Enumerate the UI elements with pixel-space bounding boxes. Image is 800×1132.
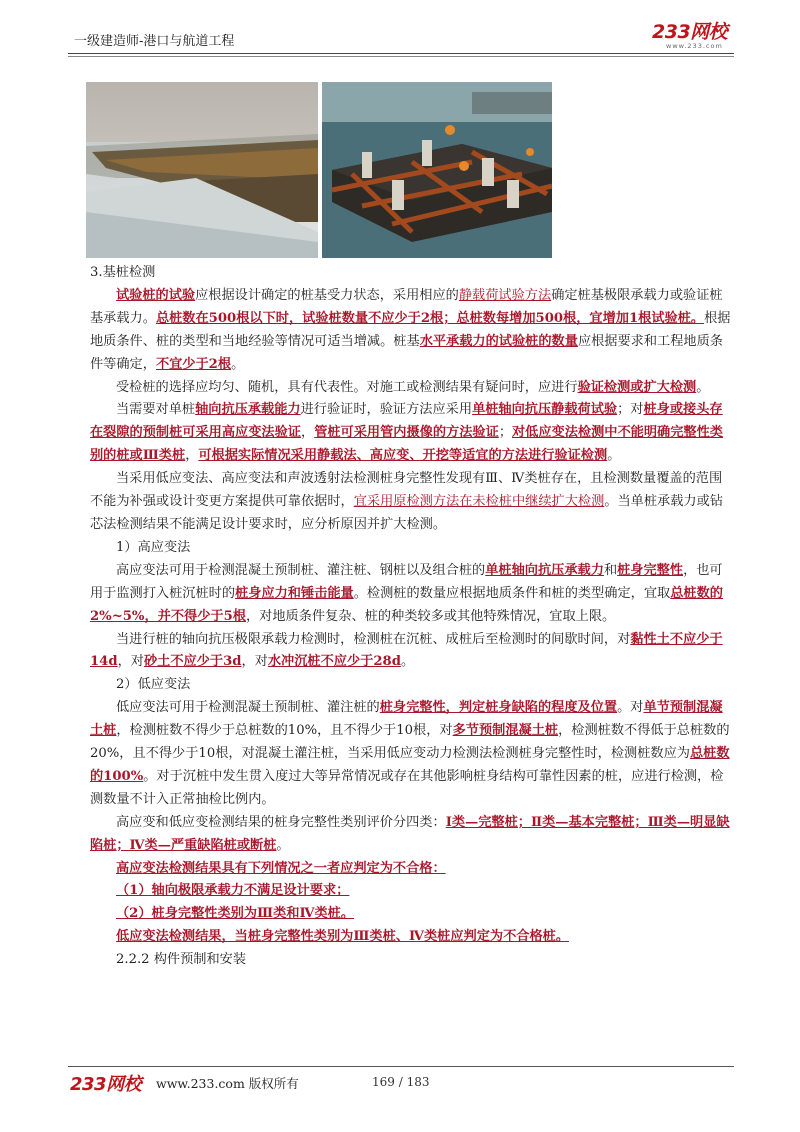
next-section-heading: 2.2.2 构件预制和安装 bbox=[116, 952, 247, 968]
body-text: 。 bbox=[696, 379, 710, 395]
body-text: 应根据设计确定的桩基受力状态，采用相应的 bbox=[195, 287, 459, 303]
fail-criterion-1: （1）轴向极限承载力不满足设计要求； bbox=[116, 883, 350, 899]
highlighted-text: 桩身应力和锤击能量 bbox=[235, 585, 354, 601]
brand-logo bbox=[652, 22, 736, 52]
highlighted-text: 单节预制混凝土桩 bbox=[90, 700, 723, 739]
body-text: 低应变法可用于检测混凝土预制桩、灌注桩的 bbox=[116, 700, 380, 716]
body-text: 。 bbox=[607, 448, 621, 464]
body-text: ， bbox=[185, 448, 199, 464]
body-text: 受检桩的选择应均匀、随机，具有代表性。对施工或检测结果有疑问时，应进行 bbox=[116, 379, 578, 395]
body-text: ，检测桩数不得低于总桩数的20%，且不得少于10根，对混凝土灌注桩，当采用低应变动力检测法检测桩身完整性时，检测桩数应为 bbox=[90, 723, 730, 762]
paragraph-selection bbox=[90, 377, 734, 400]
highlighted-text: 砂土不应少于3d bbox=[143, 654, 242, 670]
body-text: 当需要对单桩 bbox=[116, 402, 196, 418]
highlighted-text: 不宜少于2根 bbox=[155, 356, 232, 372]
highlighted-text: Ⅰ类—完整桩；Ⅱ类—基本完整桩；Ⅲ类—明显缺陷桩；Ⅳ类—严重缺陷桩或断桩 bbox=[90, 814, 730, 853]
body-text: ， bbox=[301, 425, 315, 441]
body-text: ；对 bbox=[617, 402, 644, 418]
highlighted-text: 轴向抗压承载能力 bbox=[195, 402, 301, 418]
body-text: 。 bbox=[400, 654, 415, 670]
body-text: 确定桩基极限承载力或验证桩基承载力。 bbox=[90, 287, 723, 326]
header-rule-thin bbox=[68, 56, 734, 57]
highlighted-text: 黏性土不应少于14d bbox=[90, 631, 723, 670]
page-number: 169 / 183 bbox=[372, 1075, 430, 1089]
highlighted-text: 总桩数的100% bbox=[90, 746, 730, 784]
highlighted-text: 总桩数在500根以下时，试验桩数量不应少于2根；总桩数每增加500根，宜增加1根试验桩。 bbox=[155, 310, 705, 326]
body-text: 高应变和低应变检测结果的桩身完整性类别评价分四类： bbox=[116, 814, 446, 830]
paragraph-low-strain-fail: 低应变法检测结果，当桩身完整性类别为Ⅲ类桩、Ⅳ类桩应判定为不合格桩。 bbox=[116, 929, 570, 945]
body-text: 和 bbox=[603, 562, 618, 578]
highlighted-text: 管桩可采用管内摄像的方法验证 bbox=[314, 425, 499, 441]
header-title: 一级建造师-港口与航道工程 bbox=[74, 34, 235, 49]
photo-steel-pile-platform bbox=[322, 82, 552, 258]
body-text: ，对 bbox=[117, 654, 144, 670]
paragraph-verification bbox=[90, 399, 734, 468]
highlighted-text: 多节预制混凝土桩 bbox=[452, 723, 559, 739]
body-text: 。对于沉桩中发生贯入度过大等异常情况或存在其他影响桩身结构可靠性因素的桩，应进行检测，检测数量不计入正常抽检比例内。 bbox=[90, 768, 724, 807]
highlighted-text: 宜采用原检测方法在未检桩中继续扩大检测 bbox=[353, 494, 605, 510]
body-text: ，检测桩数不得少于总桩数的10%，且不得少于10根，对 bbox=[116, 723, 453, 739]
body-text: ，对 bbox=[241, 654, 268, 670]
highlighted-text: 单桩轴向抗压静载荷试验 bbox=[472, 402, 618, 418]
header-rule bbox=[68, 53, 734, 54]
highlighted-text: 试验桩的试验 bbox=[116, 287, 196, 303]
body-text: 。当单桩承载力或钻芯法检测结果不能满足设计要求时，应分析原因并扩大检测。 bbox=[90, 494, 723, 532]
body-text: 根据地质条件、桩的类型和当地经验等情况可适当增减。桩基 bbox=[90, 310, 731, 349]
fail-criterion-2: （2）桩身完整性类别为Ⅲ类和Ⅳ类桩。 bbox=[116, 906, 355, 922]
paragraph-high-strain bbox=[90, 560, 734, 629]
body-text: 。检测桩的数量应根据地质条件和桩的类型确定，宜取 bbox=[353, 585, 671, 601]
highlighted-text: 对低应变法检测中不能明确完整性类别的桩或Ⅲ类桩 bbox=[90, 425, 723, 464]
highlighted-text: 水平承载力的试验桩的数量 bbox=[419, 333, 578, 349]
paragraph-test-piles bbox=[90, 285, 734, 377]
body-text: ，对地质条件复杂、桩的种类较多或其他特殊情况，宜取上限。 bbox=[245, 608, 616, 624]
body-text: 应根据要求和工程地质条件等确定， bbox=[90, 333, 723, 372]
paragraph-low-strain bbox=[90, 697, 734, 812]
body-text: 进行验证时，验证方法应采用 bbox=[300, 402, 473, 418]
paragraph-extended-testing bbox=[90, 468, 734, 537]
footer-logo: 233网校 bbox=[70, 1074, 142, 1095]
subheading-low-strain: 2）低应变法 bbox=[116, 677, 191, 693]
body-text: ，也可用于监测打入桩沉桩时的 bbox=[90, 562, 723, 601]
highlighted-text: 静载荷试验方法 bbox=[458, 287, 552, 303]
footer-rule bbox=[68, 1066, 734, 1067]
section-heading: 3.基桩检测 bbox=[90, 265, 156, 280]
body-text: ； bbox=[498, 425, 512, 441]
photo-pile-row-on-shore bbox=[86, 82, 318, 258]
logo-brand-text: 233网校 bbox=[652, 21, 728, 43]
highlighted-text: 桩身或接头存在裂隙的预制桩可采用高应变法验证 bbox=[90, 402, 723, 441]
highlighted-text: 验证检测或扩大检测 bbox=[577, 379, 697, 395]
body-content bbox=[90, 262, 734, 972]
highlighted-text: 桩身完整性 bbox=[617, 562, 684, 578]
paragraph-fail-criteria: 高应变法检测结果具有下列情况之一者应判定为不合格： bbox=[116, 860, 446, 876]
footer-copyright: www.233.com 版权所有 bbox=[156, 1076, 299, 1091]
body-text: 。 bbox=[276, 837, 290, 853]
body-text: 。对 bbox=[617, 700, 644, 716]
highlighted-text: 总桩数的2%~5%，并不得少于5根 bbox=[90, 585, 723, 624]
body-text: 高应变法可用于检测混凝土预制桩、灌注桩、钢桩以及组合桩的 bbox=[116, 562, 486, 578]
paragraph-integrity-classes bbox=[90, 812, 734, 858]
photo-strip bbox=[86, 82, 552, 258]
body-text: 当采用低应变法、高应变法和声波透射法检测桩身完整性发现有Ⅲ、Ⅳ类桩存在，且检测数量覆盖的范围不能为补强或设计变更方案提供可靠依据时， bbox=[90, 471, 723, 510]
highlighted-text: 桩身完整性，判定桩身缺陷的程度及位置 bbox=[379, 700, 618, 716]
logo-site-text: www.233.com bbox=[666, 42, 723, 50]
highlighted-text: 水冲沉桩不应少于28d bbox=[267, 654, 401, 670]
subheading-high-strain: 1）高应变法 bbox=[116, 539, 191, 555]
paragraph-rest-time bbox=[90, 629, 734, 675]
highlighted-text: 可根据实际情况采用静载法、高应变、开挖等适宜的方法进行验证检测 bbox=[198, 448, 608, 464]
highlighted-text: 单桩轴向抗压承载力 bbox=[485, 562, 604, 578]
body-text: 。 bbox=[231, 356, 245, 372]
body-text: 当进行桩的轴向抗压极限承载力检测时，检测桩在沉桩、成桩后至检测时的间歇时间，对 bbox=[116, 631, 631, 647]
